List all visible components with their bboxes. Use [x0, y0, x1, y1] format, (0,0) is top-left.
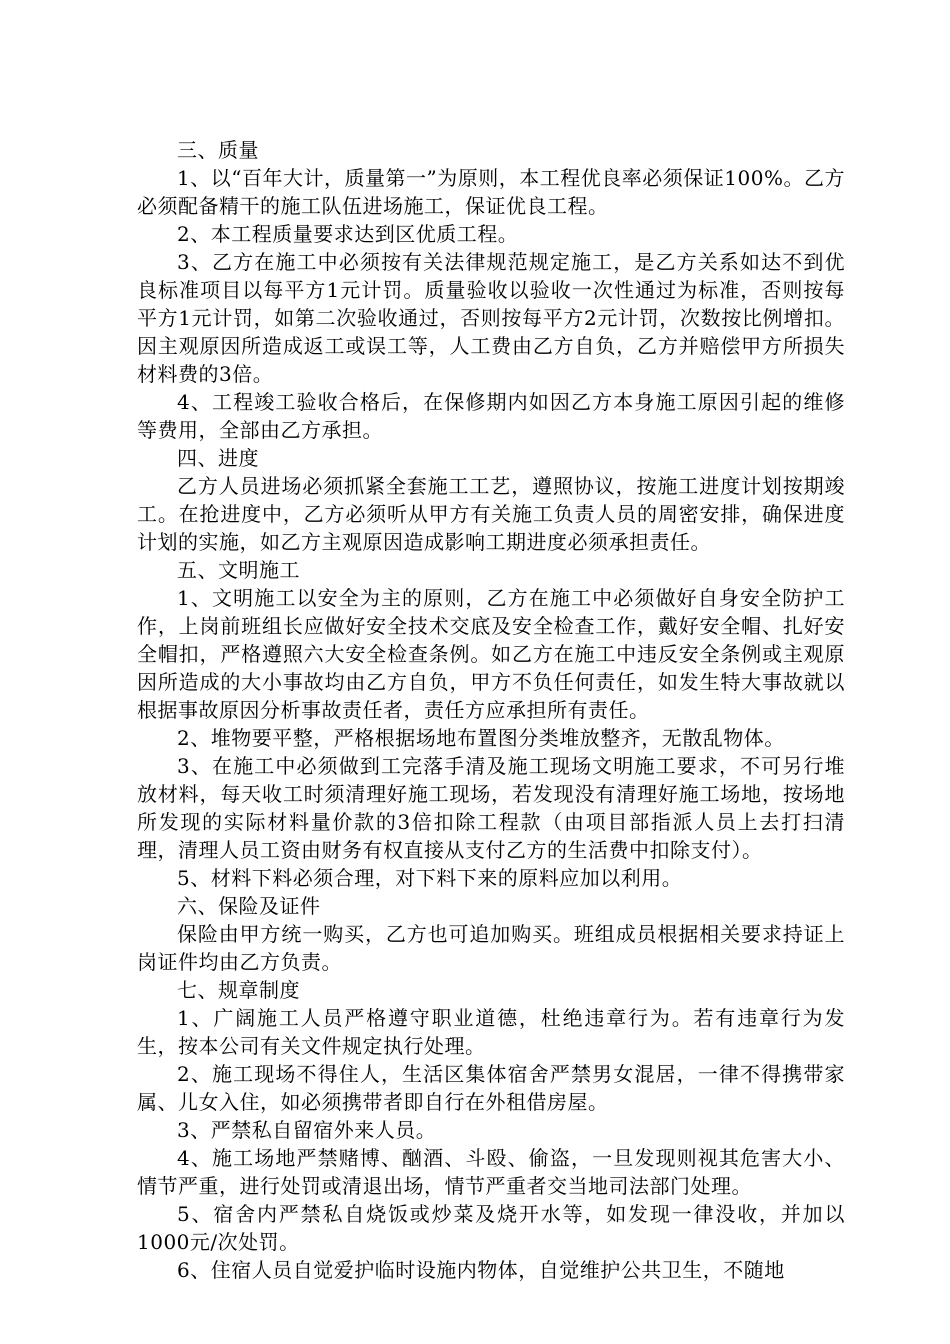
section-heading-insurance: 六、保险及证件	[177, 894, 321, 918]
paragraph: 1、文明施工以安全为主的原则，乙方在施工中必须做好自身安全防护工作，上岗前班组长应做好安全技术交底及安全检查工作，戴好安全帽、扎好安全帽扣，严格遵照六大安全检查条例。如乙方在施工中违反安全条例或主观原因所造成的大小事故均由乙方自负，甲方不负任何责任，如发生特大事故就以根据事故原因分析事故责任者，责任方应承担所有责任。	[137, 586, 845, 722]
paragraph: 保险由甲方统一购买，乙方也可追加购买。班组成员根据相关要求持证上岗证件均由乙方负责。	[137, 922, 845, 974]
section-heading-rules: 七、规章制度	[177, 978, 300, 1002]
paragraph: 3、在施工中必须做到工完落手清及施工现场文明施工要求，不可另行堆放材料，每天收工时须清理好施工现场，若发现没有清理好施工场地，按场地所发现的实际材料量价款的3倍扣除工程款（由项目部指派人员上去打扫清理，清理人员工资由财务有权直接从支付乙方的生活费中扣除支付）。	[137, 754, 845, 862]
paragraph: 1、以“百年大计，质量第一”为原则，本工程优良率必须保证100%。乙方必须配备精干的施工队伍进场施工，保证优良工程。	[137, 166, 845, 218]
paragraph: 3、乙方在施工中必须按有关法律规范规定施工，是乙方关系如达不到优良标准项目以每平方1元计罚。质量验收以验收一次性通过为标准，否则按每平方1元计罚，如第二次验收通过，否则按每平方2元计罚，次数按比例增扣。因主观原因所造成返工或误工等，人工费由乙方自负，乙方并赔偿甲方所损失材料费的3倍。	[137, 250, 845, 386]
paragraph: 4、施工场地严禁赌博、酗酒、斗殴、偷盗，一旦发现则视其危害大小、情节严重，进行处罚或清退出场，情节严重者交当地司法部门处理。	[137, 1146, 845, 1198]
paragraph: 乙方人员进场必须抓紧全套施工工艺，遵照协议，按施工进度计划按期竣工。在抢进度中，乙方必须听从甲方有关施工负责人员的周密安排，确保进度计划的实施，如乙方主观原因造成影响工期进度必须承担责任。	[137, 474, 845, 554]
paragraph: 5、宿舍内严禁私自烧饭或炒菜及烧开水等，如发现一律没收，并加以1000元/次处罚。	[137, 1202, 845, 1254]
paragraph: 4、工程竣工验收合格后，在保修期内如因乙方本身施工原因引起的维修等费用，全部由乙方承担。	[137, 390, 845, 442]
document-page	[137, 136, 845, 1284]
section-heading-civilized-construction: 五、文明施工	[177, 558, 300, 582]
paragraph: 2、本工程质量要求达到区优质工程。	[177, 222, 519, 246]
paragraph: 2、施工现场不得住人，生活区集体宿舍严禁男女混居，一律不得携带家属、儿女入住，如必须携带者即自行在外租借房屋。	[137, 1062, 845, 1114]
paragraph: 6、住宿人员自觉爱护临时设施内物体，自觉维护公共卫生，不随地	[177, 1258, 785, 1282]
paragraph: 3、严禁私自留宿外来人员。	[177, 1118, 437, 1142]
paragraph: 1、广阔施工人员严格遵守职业道德，杜绝违章行为。若有违章行为发生，按本公司有关文件规定执行处理。	[137, 1006, 845, 1058]
section-heading-quality: 三、质量	[177, 138, 259, 162]
section-heading-progress: 四、进度	[177, 446, 259, 470]
paragraph: 2、堆物要平整，严格根据场地布置图分类堆放整齐，无散乱物体。	[177, 726, 785, 750]
paragraph: 5、材料下料必须合理，对下料下来的原料应加以利用。	[177, 866, 683, 890]
